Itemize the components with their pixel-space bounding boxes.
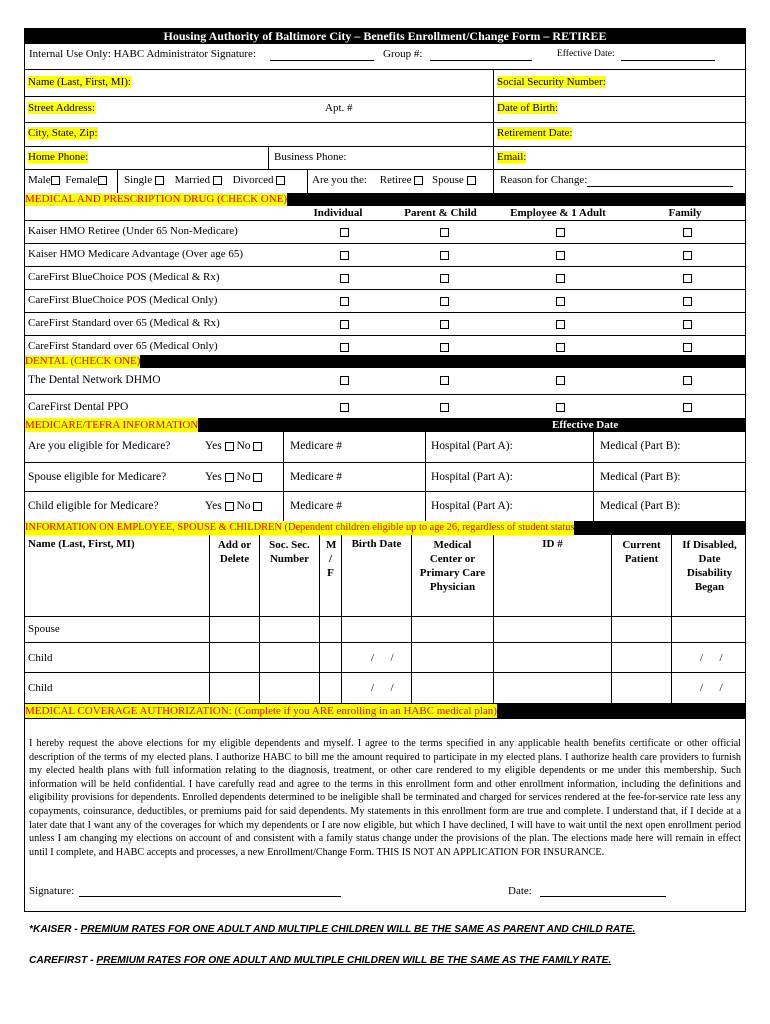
city-row (25, 122, 745, 146)
medical-plan-row (25, 312, 745, 335)
col-employee-adult: Employee & 1 Adult (510, 207, 606, 219)
yes-label: Yes (205, 471, 222, 483)
dental-plan-name: CareFirst Dental PPO (28, 401, 129, 413)
medical-option-checkbox[interactable] (340, 320, 349, 329)
medical-option-checkbox[interactable] (340, 343, 349, 352)
dependent-cell[interactable] (259, 673, 319, 704)
medicare-effective-date-label: Effective Date (552, 419, 619, 431)
female-label: Female (65, 174, 98, 186)
dependent-relation: Child (28, 652, 53, 664)
medical-plan-row (25, 243, 745, 266)
dental-option-checkbox[interactable] (683, 376, 692, 385)
name-label: Name (Last, First, MI): (28, 76, 131, 88)
kaiser-note-text: PREMIUM RATES FOR ONE ADULT AND MULTIPLE CHILDREN WILL BE THE SAME AS PARENT AND CHILD RATE. (80, 924, 636, 935)
medicare-question: Child eligible for Medicare? (28, 500, 159, 512)
yes-label: Yes (205, 440, 222, 452)
dob-label: Date of Birth: (497, 102, 559, 114)
admin-signature-label: Internal Use Only: HABC Administrator Signature: (29, 48, 256, 60)
reason-label: Reason for Change: (500, 174, 588, 186)
dependent-cell[interactable] (493, 643, 611, 673)
dependent-relation: Child (28, 682, 53, 694)
kaiser-note-prefix: *KAISER - (29, 924, 81, 935)
dependent-cell[interactable] (319, 673, 341, 704)
dep-col-ssn: Soc. Sec. Number (259, 535, 319, 616)
dependents-section-title: INFORMATION ON EMPLOYEE, SPOUSE & CHILDREN (Dependent children eligible up to age 26, regardless of student status (25, 522, 575, 533)
medical-option-checkbox[interactable] (683, 228, 692, 237)
are-you-label: Are you the: (312, 174, 367, 186)
no-checkbox[interactable] (253, 473, 262, 482)
medicare-row (25, 462, 745, 491)
single-checkbox[interactable] (155, 176, 164, 185)
dep-col-birth: Birth Date (341, 535, 411, 616)
dependent-cell[interactable] (319, 643, 341, 673)
birth-date-slashes: / / (371, 652, 394, 664)
divorced-checkbox[interactable] (276, 176, 285, 185)
hospital-label: Hospital (Part A): (431, 471, 513, 483)
carefirst-note (29, 955, 611, 966)
email-cell[interactable] (493, 147, 747, 170)
dependent-cell[interactable] (671, 617, 747, 643)
medical-plan-row (25, 220, 745, 243)
reason-cell (493, 170, 747, 194)
dental-option-checkbox[interactable] (556, 403, 565, 412)
apt-label: Apt. # (325, 102, 353, 114)
dependent-cell[interactable] (611, 673, 671, 704)
medical-option-checkbox[interactable] (340, 251, 349, 260)
street-row (25, 96, 745, 122)
medical-option-checkbox[interactable] (683, 343, 692, 352)
medical-part-b-label: Medical (Part B): (600, 471, 681, 483)
dependent-cell[interactable] (259, 643, 319, 673)
medical-plan-name: CareFirst BlueChoice POS (Medical Only) (28, 294, 218, 306)
reason-line[interactable] (587, 186, 733, 187)
dental-option-checkbox[interactable] (340, 403, 349, 412)
yes-no-group (205, 440, 262, 452)
dependent-relation: Spouse (28, 623, 60, 635)
city-label: City, State, Zip: (28, 127, 98, 139)
medicare-number-label: Medicare # (290, 471, 343, 483)
medical-option-checkbox[interactable] (340, 297, 349, 306)
medical-plan-row (25, 289, 745, 312)
carefirst-note-text: PREMIUM RATES FOR ONE ADULT AND MULTIPLE CHILDREN WILL BE THE SAME AS THE FAMILY RATE. (96, 955, 612, 966)
medical-part-b-label: Medical (Part B): (600, 500, 681, 512)
yes-no-group (205, 500, 262, 512)
date-line[interactable] (540, 896, 666, 897)
medical-option-checkbox[interactable] (440, 274, 449, 283)
ssn-cell[interactable] (493, 70, 747, 97)
medical-option-checkbox[interactable] (683, 297, 692, 306)
medicare-number-label: Medicare # (290, 500, 343, 512)
medical-plan-name: Kaiser HMO Retiree (Under 65 Non-Medicare) (28, 225, 238, 237)
married-checkbox[interactable] (213, 176, 222, 185)
medical-option-checkbox[interactable] (440, 228, 449, 237)
dependent-cell[interactable] (493, 673, 611, 704)
dependent-cell[interactable] (209, 617, 259, 643)
phone-row (25, 146, 745, 169)
dep-col-mf: M / F (319, 535, 341, 616)
single-label: Single (124, 174, 153, 186)
medical-option-checkbox[interactable] (440, 343, 449, 352)
marital-cell (117, 170, 307, 194)
medicare-number-cell[interactable] (283, 492, 425, 522)
medicare-number-label: Medicare # (290, 440, 343, 452)
dependent-cell[interactable] (259, 617, 319, 643)
name-row (25, 69, 745, 96)
role-cell (307, 170, 493, 194)
dependent-cell[interactable] (411, 673, 493, 704)
male-checkbox[interactable] (51, 176, 60, 185)
medical-plan-name: Kaiser HMO Medicare Advantage (Over age 65) (28, 248, 244, 260)
dep-col-name: Name (Last, First, MI) (28, 538, 135, 550)
signature-line[interactable] (79, 896, 341, 897)
medical-part-b-cell[interactable] (593, 463, 747, 492)
hospital-cell[interactable] (425, 432, 593, 462)
medical-option-checkbox[interactable] (556, 343, 565, 352)
dependent-row (25, 642, 745, 672)
col-parent-child: Parent & Child (404, 207, 477, 219)
business-phone-cell[interactable] (268, 147, 493, 170)
dob-cell[interactable] (493, 97, 747, 123)
dependent-cell[interactable] (209, 643, 259, 673)
enrollment-form (24, 28, 746, 912)
medical-section-title: MEDICAL AND PRESCRIPTION DRUG (CHECK ONE) (25, 193, 288, 205)
medicare-row (25, 432, 745, 462)
medical-option-checkbox[interactable] (340, 274, 349, 283)
date-label: Date: (508, 885, 532, 897)
medicare-number-cell[interactable] (283, 432, 425, 462)
dependent-cell[interactable] (611, 617, 671, 643)
medicare-section-bar (25, 418, 745, 432)
authorization-section-title: MEDICAL COVERAGE AUTHORIZATION: (Complete if you ARE enrolling in an HABC medical plan) (25, 705, 497, 717)
divorced-label: Divorced (232, 174, 274, 186)
no-label: No (236, 440, 251, 452)
form-title: Housing Authority of Baltimore City – Benefits Enrollment/Change Form – RETIREE (25, 29, 745, 44)
dependent-cell[interactable] (209, 673, 259, 704)
no-label: No (236, 500, 251, 512)
medical-plan-row (25, 266, 745, 289)
medical-plan-name: CareFirst Standard over 65 (Medical Only) (28, 340, 218, 352)
email-label: Email: (497, 151, 527, 163)
birth-date-slashes: / / (371, 682, 394, 694)
group-label: Group #: (383, 48, 423, 60)
medicare-question: Spouse eligible for Medicare? (28, 471, 167, 483)
dental-option-checkbox[interactable] (340, 376, 349, 385)
medical-option-checkbox[interactable] (440, 297, 449, 306)
dependent-row (25, 616, 745, 642)
dental-option-checkbox[interactable] (683, 403, 692, 412)
no-checkbox[interactable] (253, 502, 262, 511)
dependent-cell[interactable] (341, 617, 411, 643)
dental-section-title: DENTAL (CHECK ONE) (25, 355, 141, 367)
medical-option-checkbox[interactable] (556, 320, 565, 329)
medical-option-checkbox[interactable] (556, 251, 565, 260)
business-phone-label: Business Phone: (274, 151, 347, 163)
medical-option-checkbox[interactable] (340, 228, 349, 237)
hospital-label: Hospital (Part A): (431, 500, 513, 512)
dental-option-checkbox[interactable] (440, 376, 449, 385)
retirement-date-label: Retirement Date: (497, 127, 573, 139)
hospital-label: Hospital (Part A): (431, 440, 513, 452)
disability-date-slashes: / / (700, 682, 723, 694)
spouse-role-label: Spouse (432, 174, 464, 186)
medicare-section-title: MEDICARE/TEFRA INFORMATION (25, 419, 199, 431)
female-checkbox[interactable] (98, 176, 107, 185)
medical-plan-name: CareFirst BlueChoice POS (Medical & Rx) (28, 271, 220, 283)
dental-option-checkbox[interactable] (556, 376, 565, 385)
dental-plan-row (25, 394, 745, 418)
dental-plan-name: The Dental Network DHMO (28, 374, 161, 386)
admin-signature-line[interactable] (270, 60, 374, 61)
status-row (25, 169, 745, 193)
dep-col-current: Current Patient (611, 535, 671, 616)
medical-option-checkbox[interactable] (683, 274, 692, 283)
disability-date-slashes: / / (700, 652, 723, 664)
yes-checkbox[interactable] (225, 442, 234, 451)
dep-col-add: Add or Delete (209, 535, 259, 616)
medicare-number-cell[interactable] (283, 463, 425, 492)
yes-label: Yes (205, 500, 222, 512)
dependents-section-bar (25, 521, 745, 535)
no-label: No (236, 471, 251, 483)
authorization-paragraph: I hereby request the above elections for my eligible dependents and myself. I agree to the terms specified in any applicable health benefits certificate or other official description of the terms of my elected plans. I authorize HABC to bill me the amount required to participate in my elected plans. I authorize health care providers to furnish my elected health plans with full information relating to the diagnosis, treatment, or other care rendered to my eligible dependents or me under this membership. Such information will be held confidential. I have carefully read and agree to the terms in this enrollment form and other enrollment information, including the definitions and eligibility provisions for dependents. Enrolled dependents determined to be ineligible shall be terminated and charged for services rendered at the fee-for-service rate less any copayments, coinsurance, deductibles, or premiums paid for said dependents. My statements in this enrollment form are true and complete. I understand that, if I decide at a later date that I want any of the coverages for which my dependents or I are now eligible, but which I have declined, I will have to wait until the next open enrollment period unless I am changing my elections on account of and consistent with a family status change under the provisions of the plan. The elections made here will remain in effect until I complete, and HABC accepts and processes, a new Enrollment/Change Form. THIS IS NOT AN APPLICATION FOR INSURANCE. (29, 738, 741, 858)
effective-date-line[interactable] (621, 60, 715, 61)
dependent-row (25, 672, 745, 703)
medical-part-b-cell[interactable] (593, 492, 747, 522)
dental-option-checkbox[interactable] (440, 403, 449, 412)
medical-plan-row (25, 335, 745, 355)
medical-option-checkbox[interactable] (556, 228, 565, 237)
hospital-cell[interactable] (425, 463, 593, 492)
medical-column-headers (25, 206, 747, 220)
married-label: Married (174, 174, 211, 186)
dependent-cell[interactable] (319, 617, 341, 643)
medical-option-checkbox[interactable] (440, 320, 449, 329)
medical-option-checkbox[interactable] (683, 320, 692, 329)
carefirst-note-prefix: CAREFIRST - (29, 955, 97, 966)
medicare-row (25, 491, 745, 521)
dep-col-medical: Medical Center or Primary Care Physician (411, 535, 493, 616)
medical-section-bar (25, 193, 745, 206)
medical-part-b-label: Medical (Part B): (600, 440, 681, 452)
dependents-header (25, 535, 747, 616)
retirement-date-cell[interactable] (493, 123, 747, 147)
medical-option-checkbox[interactable] (683, 251, 692, 260)
signature-label: Signature: (29, 885, 75, 897)
hospital-cell[interactable] (425, 492, 593, 522)
yes-checkbox[interactable] (225, 473, 234, 482)
group-number-line[interactable] (430, 60, 532, 61)
retiree-checkbox[interactable] (414, 176, 423, 185)
medical-option-checkbox[interactable] (556, 297, 565, 306)
yes-no-group (205, 471, 262, 483)
medicare-question: Are you eligible for Medicare? (28, 440, 171, 452)
street-label: Street Address: (28, 102, 95, 114)
ssn-label: Social Security Number: (497, 76, 606, 88)
home-phone-label: Home Phone: (28, 151, 89, 163)
dependent-cell[interactable] (611, 643, 671, 673)
dep-col-disabled: If Disabled, Date Disability Began (671, 535, 747, 616)
dependent-cell[interactable] (411, 617, 493, 643)
no-checkbox[interactable] (253, 442, 262, 451)
dep-col-id: ID # (493, 535, 611, 616)
spouse-role-checkbox[interactable] (467, 176, 476, 185)
authorization-section-bar (25, 703, 745, 719)
medical-option-checkbox[interactable] (440, 251, 449, 260)
dental-section-bar (25, 355, 745, 368)
kaiser-note (29, 924, 635, 935)
dental-plan-row (25, 368, 745, 394)
col-family: Family (668, 207, 702, 219)
retiree-label: Retiree (379, 174, 412, 186)
yes-checkbox[interactable] (225, 502, 234, 511)
medical-plan-name: CareFirst Standard over 65 (Medical & Rx) (28, 317, 220, 329)
col-individual: Individual (313, 207, 363, 219)
dependent-cell[interactable] (493, 617, 611, 643)
effective-date-label: Effective Date: (557, 49, 615, 59)
male-label: Male (28, 174, 51, 186)
dependent-cell[interactable] (411, 643, 493, 673)
medical-part-b-cell[interactable] (593, 432, 747, 462)
medical-option-checkbox[interactable] (556, 274, 565, 283)
